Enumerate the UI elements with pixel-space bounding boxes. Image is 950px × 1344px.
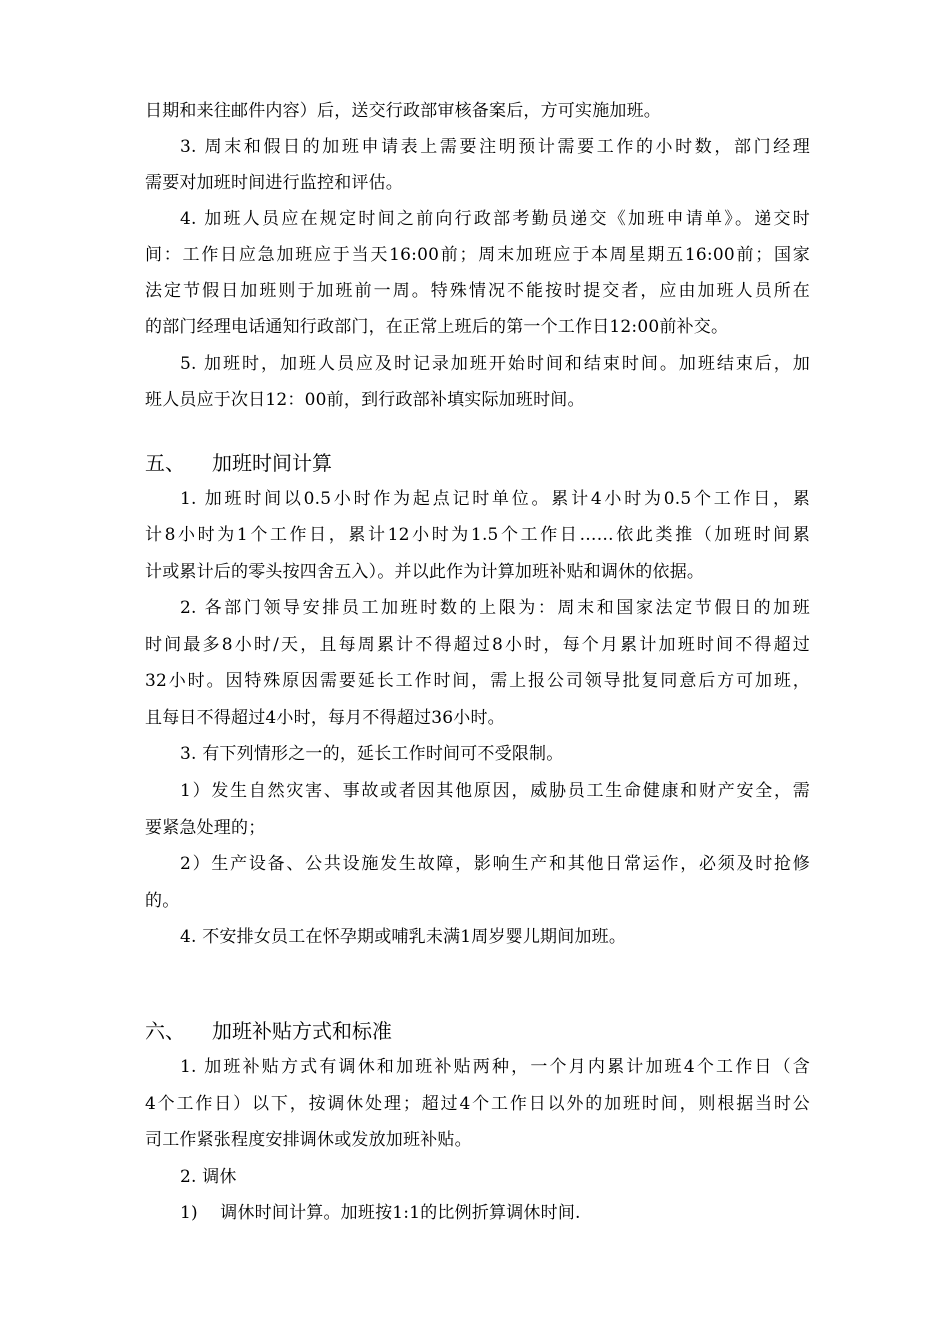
paragraph-line: 日期和来往邮件内容）后，送交行政部审核备案后，方可实施加班。 <box>145 101 661 121</box>
paragraph-line: 要紧急处理的； <box>145 818 266 838</box>
paragraph-line: 2）生产设备、公共设施发生故障，影响生产和其他日常运作，必须及时抢修 <box>180 854 810 874</box>
paragraph-line: 2. 各部门领导安排员工加班时数的上限为：周末和国家法定节假日的加班 <box>180 598 810 618</box>
paragraph-line: 5. 加班时，加班人员应及时记录加班开始时间和结束时间。加班结束后，加 <box>180 354 810 374</box>
paragraph-line: 司工作紧张程度安排调休或发放加班补贴。 <box>145 1130 472 1150</box>
paragraph-line: 4个工作日）以下，按调休处理；超过4个工作日以外的加班时间，则根据当时公 <box>145 1094 810 1114</box>
paragraph-line: 1）发生自然灾害、事故或者因其他原因，威胁员工生命健康和财产安全，需 <box>180 781 810 801</box>
paragraph-line: 的部门经理电话通知行政部门，在正常上班后的第一个工作日12:00前补交。 <box>145 317 729 337</box>
paragraph-line: 且每日不得超过4小时，每月不得超过36小时。 <box>145 708 505 728</box>
paragraph-line: 3. 周末和假日的加班申请表上需要注明预计需要工作的小时数，部门经理 <box>180 137 810 157</box>
paragraph-line: 4. 加班人员应在规定时间之前向行政部考勤员递交《加班申请单》。递交时 <box>180 209 810 229</box>
paragraph-line: 计8小时为1个工作日，累计12小时为1.5个工作日……依此类推（加班时间累 <box>145 525 810 545</box>
paragraph-line: 2. 调休 <box>180 1167 237 1187</box>
paragraph-line: 班人员应于次日12：00前，到行政部补填实际加班时间。 <box>145 390 585 410</box>
paragraph-line: 的。 <box>145 891 180 911</box>
section-title: 加班补贴方式和标准 <box>212 1019 392 1043</box>
paragraph-line: 需要对加班时间进行监控和评估。 <box>145 173 403 193</box>
section-title: 加班时间计算 <box>212 451 332 475</box>
paragraph-line: 3. 有下列情形之一的，延长工作时间可不受限制。 <box>180 744 564 764</box>
paragraph-line: 32小时。因特殊原因需要延长工作时间，需上报公司领导批复同意后方可加班， <box>145 671 810 691</box>
section-heading <box>145 1018 392 1044</box>
paragraph-line: 4. 不安排女员工在怀孕期或哺乳未满1周岁婴儿期间加班。 <box>180 927 627 947</box>
paragraph-line: 1) 调休时间计算。加班按1:1的比例折算调休时间. <box>180 1203 581 1223</box>
paragraph-line: 间：工作日应急加班应于当天16:00前；周末加班应于本周星期五16:00前；国家 <box>145 245 810 265</box>
paragraph-line: 1. 加班时间以0.5小时作为起点记时单位。累计4小时为0.5个工作日，累 <box>180 489 810 509</box>
paragraph-line: 法定节假日加班则于加班前一周。特殊情况不能按时提交者，应由加班人员所在 <box>145 281 810 301</box>
paragraph-line: 时间最多8小时/天，且每周累计不得超过8小时，每个月累计加班时间不得超过 <box>145 635 810 655</box>
paragraph-line: 计或累计后的零头按四舍五入）。并以此作为计算加班补贴和调休的依据。 <box>145 562 705 582</box>
section-number: 五、 <box>145 451 185 475</box>
section-heading <box>145 450 332 476</box>
paragraph-line: 1. 加班补贴方式有调休和加班补贴两种，一个月内累计加班4个工作日（含 <box>180 1057 810 1077</box>
section-number: 六、 <box>145 1019 185 1043</box>
